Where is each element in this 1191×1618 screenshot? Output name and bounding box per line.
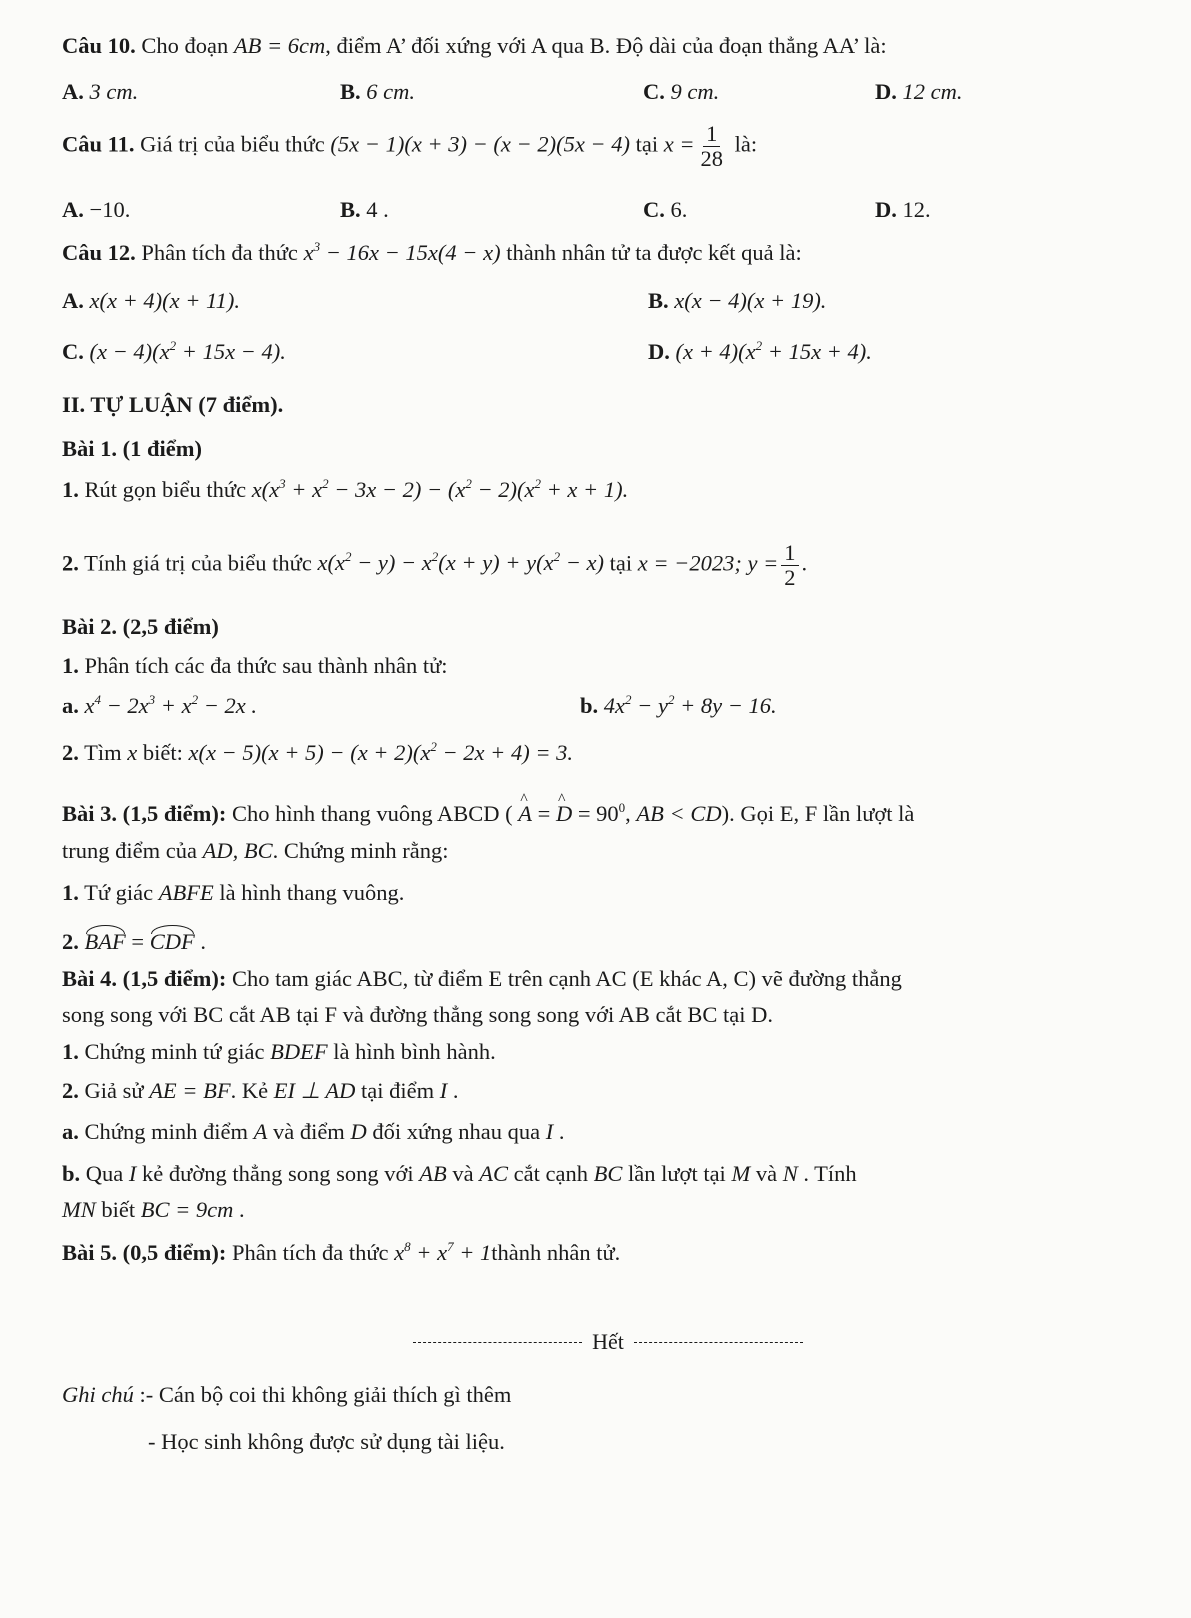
item-text: và điểm [267,1119,351,1144]
math-term: + 15x + 4). [762,339,872,364]
question-label: Câu 10. [62,33,136,58]
option-d [648,340,872,365]
option-a [62,198,130,223]
item-text: lần lượt tại [622,1161,732,1186]
bai-2-item-1 [62,654,448,679]
bai-4-part-b [62,1162,857,1187]
question-text: Phân tích đa thức [135,240,304,265]
option-label: B. [648,288,669,313]
note-text: :- Cán bộ coi thi không giải thích gì thêm [133,1382,512,1407]
option-label: D. [875,79,897,104]
item-text: Cho tam giác ABC, từ điểm E trên cạnh AC (E khác A, C) vẽ đường thẳng [226,966,902,991]
option-value: 9 cm. [670,79,720,104]
question-text: Cho đoạn [135,33,234,58]
math-expression: (5x − 1)(x + 3) − (x − 2)(5x − 4) [330,131,630,157]
option-value: 4 . [366,197,389,222]
math-term: + x + 1). [541,477,629,502]
math-term: I [439,1078,448,1103]
option-value: 6 cm. [366,79,416,104]
option-a [62,80,138,105]
math-term: − 2x [101,693,149,718]
option-label: D. [648,339,670,364]
option-label: A. [62,288,84,313]
math-term: − x) [560,550,604,576]
item-number: 1. [62,653,79,678]
item-text: và [750,1161,783,1186]
math-term: + 8y − 16. [674,693,777,718]
exponent: 2 [430,739,437,754]
exponent: 2 [431,549,439,565]
option-c [643,80,719,105]
option-label: C. [643,197,665,222]
math-variable: x [127,740,138,765]
math-term: x(x [317,550,345,576]
item-number: 1. [62,1039,79,1064]
question-12 [62,241,802,266]
math-term: BDEF [270,1039,328,1064]
math-term: AB [419,1161,447,1186]
exponent: 8 [404,1239,411,1254]
math-term: = [125,929,150,954]
exponent: 3 [313,239,321,254]
bai-4-line-2: song song với BC cắt AB tại F và đường thẳng song song với AB cắt BC tại D. [62,1002,774,1027]
question-text: , điểm A’ đối xứng với A qua B. Độ dài của đoạn thẳng AA’ là: [325,33,887,58]
math-term: + x [285,477,323,502]
note-label: Ghi chú [62,1382,134,1407]
bai-2-part-a [62,694,257,719]
bai-4-part-a [62,1120,564,1145]
bai-1-title: Bài 1. (1 điểm) [62,436,202,461]
math-term: − 2x . [198,693,258,718]
bai-4-title: Bài 4. (1,5 điểm): [62,966,227,991]
math-term: x [394,1240,405,1265]
punctuation: . [233,1197,245,1222]
bai-2-part-b [580,694,777,719]
fraction [698,122,727,170]
math-term: − 2)(x [471,477,535,502]
angle-cdf: CDF [149,929,195,954]
divider [413,1342,582,1343]
math-term: MN [62,1197,96,1222]
math-term: A [253,1119,268,1144]
math-term: + x [410,1240,448,1265]
question-text: thành nhân tử ta được kết quả là: [500,240,802,265]
exponent: 3 [148,692,156,707]
item-text: tại điểm [355,1078,440,1103]
exponent: 2 [534,476,541,491]
item-text: . Tính [797,1161,857,1186]
math-term: x [84,693,95,718]
option-value [90,339,286,364]
bai-4-item-1 [62,1040,496,1065]
fraction-denominator: 28 [700,145,724,171]
math-condition: x = −2023; y = [637,550,779,576]
exponent: 3 [279,476,286,491]
item-text: thành nhân tử. [491,1240,621,1265]
option-label: B. [340,79,361,104]
bai-4-part-b-line-2 [62,1198,245,1223]
punctuation: . [553,1119,565,1144]
angle-a: ^ A [518,802,532,827]
math-term: D [350,1119,367,1144]
math-term: EI ⊥ AD [273,1078,356,1103]
bai-4-item-2 [62,1079,459,1104]
bai-1-item-1 [62,478,628,503]
item-text: tại [604,550,638,576]
option-value: 6. [670,197,688,222]
item-text: kẻ đường thẳng song song với [136,1161,420,1186]
item-text: Chứng minh tứ giác [78,1039,271,1064]
math-term: ABFE [158,880,214,905]
item-text: là hình bình hành. [327,1039,496,1064]
fraction-numerator: 1 [781,541,798,566]
item-text: biết [95,1197,141,1222]
question-text: là: [729,131,758,157]
angle-baf: BAF [84,929,126,954]
math-term: + 15x − 4). [176,339,286,364]
option-value [676,339,872,364]
math-expression [394,1240,491,1265]
option-value: 12 cm. [902,79,963,104]
math-term: M [731,1161,751,1186]
item-text: Tứ giác [78,880,159,905]
exponent: 2 [625,692,632,707]
math-variable: x = [663,131,695,157]
item-text: . Chứng minh rằng: [272,838,449,863]
exponent: 2 [553,549,561,565]
item-text: ). Gọi E, F lần lượt là [721,801,915,826]
item-number: 1. [62,477,79,502]
option-b [340,198,389,223]
item-text: Qua [80,1161,129,1186]
exponent: 2 [465,476,472,491]
option-label: C. [62,339,84,364]
bai-2-title: Bài 2. (2,5 điểm) [62,614,219,639]
exponent: 2 [322,476,329,491]
item-number: 2. [62,929,79,954]
item-number: 2. [62,1078,79,1103]
item-number: 2. [62,740,79,765]
item-text: Rút gọn biểu thức [78,477,252,502]
item-text: Tính giá trị của biểu thức [78,550,318,576]
option-d [875,198,931,223]
option-value: 3 cm. [89,79,139,104]
math-term: − y [631,693,668,718]
option-label: C. [643,79,665,104]
math-expression [188,740,573,765]
math-term: AC [479,1161,509,1186]
bai-4-line-1 [62,967,902,992]
punctuation: . [447,1078,459,1103]
math-term: (x + y) + y(x [438,550,554,576]
math-term: x(x [251,477,280,502]
option-b [648,289,826,314]
question-text: tại [629,131,664,157]
math-term: = [532,801,556,826]
bai-5-title: Bài 5. (0,5 điểm): [62,1240,227,1265]
math-term: x [303,240,314,265]
option-value: x(x − 4)(x + 19). [674,288,827,313]
question-label: Câu 11. [62,131,135,157]
math-term: − 2x + 4) = 3. [436,740,573,765]
math-expression: AB = 6cm [233,33,326,58]
angle-d: ^ D [556,802,572,827]
item-text: Giả sử [78,1078,150,1103]
item-text: là hình thang vuông. [213,880,405,905]
math-expression [317,550,604,575]
fraction [781,541,798,589]
exponent: 2 [191,692,199,707]
math-term: − 3x − 2) − (x [328,477,466,502]
divider [634,1342,803,1343]
math-term: I [128,1161,137,1186]
math-term: + 1 [453,1240,492,1265]
option-b [340,80,415,105]
option-label: B. [340,197,361,222]
exponent: 2 [169,338,177,353]
math-term: (x − 4)(x [89,339,170,364]
item-text: biết: [137,740,189,765]
option-d [875,80,963,105]
bai-3-item-1 [62,881,404,906]
math-expression [85,693,258,718]
bai-3-item-2 [62,928,206,955]
math-term: x(x − 5)(x + 5) − (x + 2)(x [188,740,431,765]
math-expression [252,477,629,502]
end-marker [413,1329,803,1355]
item-text: , [625,801,637,826]
note-line-2: - Học sinh không được sử dụng tài liệu. [148,1429,505,1454]
question-10 [62,34,887,59]
exponent: 4 [94,692,101,707]
math-expression [604,693,777,718]
math-term: (x + 4)(x [675,339,756,364]
math-term: 4x [603,693,626,718]
bai-3-title: Bài 3. (1,5 điểm): [62,801,227,826]
option-a [62,289,240,314]
item-text: Phân tích các đa thức sau thành nhân tử: [78,653,448,678]
fraction-numerator: 1 [703,122,720,147]
math-term: AE = BF [149,1078,231,1103]
item-text: đối xứng nhau qua [366,1119,546,1144]
punctuation: . [801,550,808,576]
option-label: D. [875,197,897,222]
bai-3-line-1 [62,802,914,827]
item-text: . Kẻ [230,1078,274,1103]
item-text: Cho hình thang vuông ABCD ( [226,801,519,826]
bai-3-line-2 [62,839,449,864]
option-value: 12. [902,197,931,222]
end-text: Hết [592,1329,624,1354]
math-term: − y) − x [351,550,432,576]
math-term: + x [155,693,192,718]
item-text: trung điểm của [62,838,203,863]
exponent: 2 [667,692,675,707]
item-number: 2. [62,550,79,576]
question-text: Giá trị của biểu thức [134,131,331,157]
item-text: và [446,1161,480,1186]
exponent: 7 [447,1239,454,1254]
bai-2-item-2 [62,741,573,766]
option-label: A. [62,79,84,104]
item-text: cắt cạnh [508,1161,594,1186]
fraction-denominator: 2 [784,564,796,590]
option-value: x(x + 4)(x + 11). [89,288,241,313]
math-term: AD, BC [202,838,273,863]
option-c [643,198,687,223]
item-text: Tìm [78,740,128,765]
degree-sign: 0 [618,800,626,815]
bai-1-item-2 [62,541,807,589]
question-label: Câu 12. [62,240,136,265]
math-term: BC [593,1161,623,1186]
math-condition: AB < CD [636,801,722,826]
math-expression [304,240,501,265]
math-term: − 16x − 15x(4 − x) [320,240,501,265]
question-11 [62,122,757,170]
item-label: b. [580,693,599,718]
item-number: 1. [62,880,79,905]
item-label: a. [62,693,79,718]
option-value: −10. [89,197,131,222]
item-label: b. [62,1161,81,1186]
exponent: 2 [344,549,352,565]
item-text: Phân tích đa thức [226,1240,395,1265]
section-title: II. TỰ LUẬN (7 điểm). [62,392,284,417]
math-term: BC = 9cm [140,1197,234,1222]
option-label: A. [62,197,84,222]
math-term: = 90 [572,801,619,826]
option-c [62,340,286,365]
exponent: 2 [755,338,763,353]
bai-5 [62,1241,620,1266]
item-label: a. [62,1119,79,1144]
item-text: Chứng minh điểm [78,1119,254,1144]
math-term: N [782,1161,798,1186]
punctuation: . [194,929,206,954]
math-term: I [545,1119,554,1144]
note-line-1 [62,1383,511,1408]
